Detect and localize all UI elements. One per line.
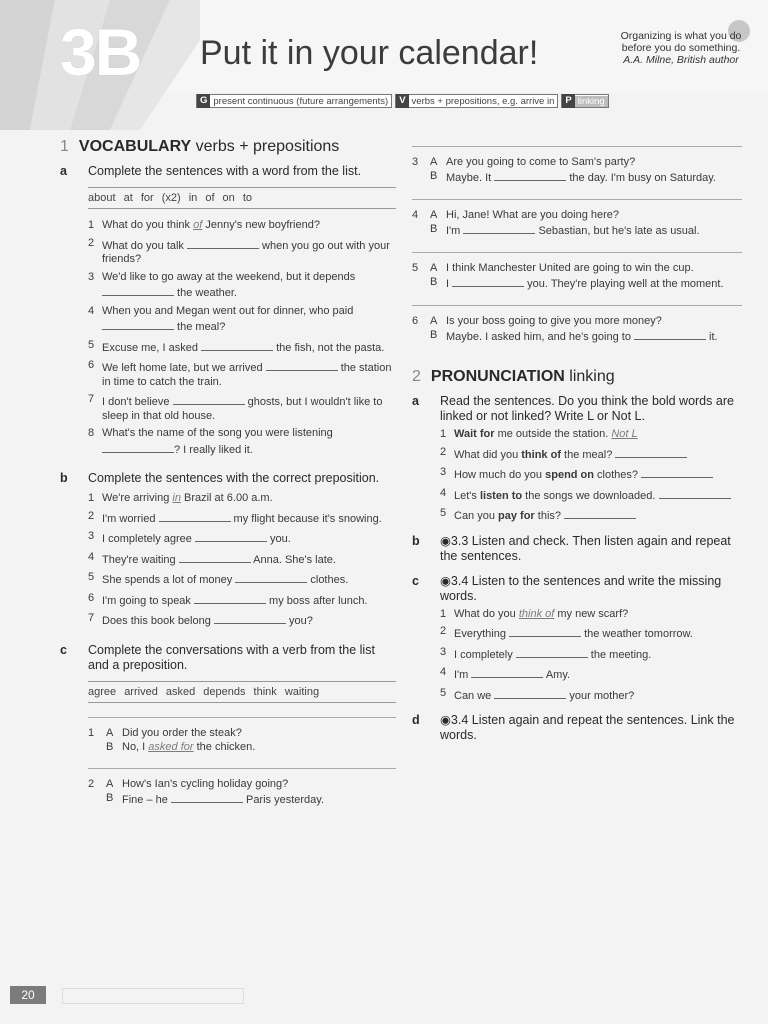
- text-part: Are you going to come to Sam's party?: [446, 156, 636, 168]
- exercise-item: [88, 359, 396, 389]
- item-number: 8: [88, 427, 95, 439]
- text-part: Is your boss going to give you more money?: [446, 315, 662, 327]
- dialog-line: [412, 275, 742, 291]
- answer-blank[interactable]: [187, 237, 259, 249]
- quote-author: A.A. Milne, British author: [623, 54, 739, 66]
- dialog: [412, 305, 742, 348]
- instruction-text: Read the sentences. Do you think the bold words are linked or not linked? Write L or Not L.: [440, 394, 734, 423]
- quote: [606, 30, 756, 66]
- answer-blank[interactable]: [659, 487, 731, 499]
- instruction-2a: a Read the sentences. Do you think the bold words are linked or not linked? Write L or Not L.: [412, 394, 742, 424]
- dialog-line: [412, 261, 742, 275]
- dialog: [412, 199, 742, 242]
- item-text: [102, 612, 396, 629]
- text-part: Brazil at 6.00 a.m.: [180, 492, 273, 504]
- answer-blank[interactable]: [235, 571, 307, 583]
- exercise-item: [88, 551, 396, 568]
- text-part: ? I really liked it.: [174, 443, 253, 456]
- text-part: We left home late, but we arrived: [102, 362, 266, 374]
- text-part: you.: [266, 533, 291, 545]
- answer-blank[interactable]: [615, 446, 687, 458]
- item-text: [454, 487, 742, 504]
- text-part: I'm: [454, 669, 472, 681]
- dialog-number: 4: [412, 209, 419, 221]
- answer-blank[interactable]: [195, 530, 267, 542]
- text-part: I'm worried: [102, 512, 159, 525]
- dialog-text: [122, 791, 396, 807]
- dialog: [412, 252, 742, 295]
- text-part: I think Manchester United are going to win the cup.: [446, 262, 694, 274]
- speaker: B: [430, 223, 438, 235]
- text-part: How much do you: [454, 469, 546, 481]
- item-number: 4: [88, 550, 95, 563]
- text-part: I completely agree: [102, 533, 195, 545]
- dialog-text: [446, 328, 742, 344]
- speaker: A: [430, 262, 438, 274]
- exercise-item: [440, 666, 742, 683]
- item-number: 3: [88, 530, 95, 542]
- text-part: Sebastian, but he's late as usual.: [535, 225, 700, 237]
- dialog: [88, 717, 396, 758]
- text-part: Hi, Jane! What are you doing here?: [446, 209, 620, 221]
- quote-line: before you do something.: [621, 42, 741, 54]
- page-title: Put it in your calendar!: [200, 34, 539, 72]
- answer-blank[interactable]: [201, 339, 273, 351]
- exercise-item: [440, 487, 742, 504]
- text-part: my new scarf?: [554, 607, 629, 620]
- dialog-number: 5: [412, 262, 419, 274]
- exercise-item: [88, 612, 396, 629]
- bold-words: spend on: [545, 469, 594, 481]
- exercise-item: [88, 393, 396, 423]
- item-number: 2: [440, 445, 447, 458]
- word-list-verbs: agree arrived asked depends think waiting: [88, 681, 396, 703]
- text-part: Amy.: [543, 669, 571, 681]
- quote-line: Organizing is what you do: [620, 30, 742, 42]
- answer-blank[interactable]: [452, 275, 524, 287]
- dialog-line: [412, 155, 742, 169]
- text-part: Does this book belong: [102, 615, 214, 627]
- answer-blank[interactable]: [494, 687, 566, 699]
- item-text: [102, 219, 396, 233]
- item-text: [454, 625, 742, 642]
- item-number: 1: [440, 428, 447, 440]
- dialog-line: [412, 328, 742, 344]
- speaker: B: [430, 170, 438, 182]
- exercise-2c-items: [440, 608, 742, 704]
- item-text: [102, 427, 396, 457]
- item-number: 4: [440, 666, 447, 678]
- text-part: I'm: [446, 225, 464, 237]
- tag-pronunciation: P linking: [561, 94, 608, 108]
- answer-blank[interactable]: [463, 222, 535, 234]
- unit-number: 3B: [60, 15, 141, 89]
- text-part: No, I: [122, 740, 149, 753]
- text-part: the chicken.: [193, 740, 256, 753]
- item-text: [102, 393, 396, 423]
- answer-blank[interactable]: [494, 169, 566, 181]
- exercise-item: [440, 646, 742, 663]
- text-part: the meal?: [560, 448, 616, 461]
- speaker: B: [106, 740, 114, 753]
- item-number: 3: [88, 270, 95, 283]
- dialog-line: [412, 208, 742, 222]
- dialog: [412, 146, 742, 189]
- dialog-number: 2: [88, 777, 95, 790]
- item-text: [102, 271, 396, 301]
- dialog-line: [88, 726, 396, 740]
- dialog-text: [446, 261, 742, 275]
- text-part: They're waiting: [102, 553, 179, 566]
- exercise-item: [440, 625, 742, 642]
- answer-blank[interactable]: [179, 551, 251, 563]
- text-part: this?: [534, 510, 565, 522]
- text-part: your mother?: [566, 689, 635, 702]
- right-column: [412, 146, 742, 747]
- item-text: [102, 305, 396, 335]
- item-text: [454, 608, 742, 622]
- section-heading-vocabulary: 1 VOCABULARY verbs + prepositions: [60, 138, 340, 155]
- text-part: the weather tomorrow.: [581, 628, 693, 640]
- text-part: Maybe. I asked him, and he's going to: [446, 331, 634, 343]
- item-text: [454, 446, 742, 463]
- exercise-item: [88, 305, 396, 335]
- exercise-item: [88, 219, 396, 233]
- exercise-item: [88, 592, 396, 609]
- dialog-text: [122, 740, 396, 754]
- instruction-2c: c ◉3.4 Listen to the sentences and write the missing words.: [412, 573, 722, 603]
- sample-answer: asked for: [148, 740, 194, 753]
- item-number: 5: [88, 338, 95, 351]
- text-part: clothes?: [594, 469, 642, 481]
- text-part: Excuse me, I asked: [102, 341, 202, 354]
- text-part: What's the name of the song you were listening: [102, 427, 333, 439]
- dialog-line: [412, 314, 742, 328]
- exercise-item: [440, 507, 742, 524]
- text-part: Everything: [454, 628, 510, 640]
- dialog-text: [446, 275, 742, 291]
- exercise-item: [440, 608, 742, 622]
- exercise-item: [440, 466, 742, 483]
- item-number: 2: [88, 509, 95, 522]
- answer-blank[interactable]: [471, 666, 543, 678]
- text-part: when you go out with your friends?: [102, 239, 390, 265]
- dialog-line: [88, 791, 396, 807]
- text-part: What do you talk: [102, 239, 187, 252]
- answer-blank[interactable]: [266, 359, 338, 371]
- dialog-text: [122, 726, 396, 740]
- dialog-number: [412, 328, 430, 344]
- answer-blank[interactable]: [159, 510, 231, 522]
- text-part: How's Ian's cycling holiday going?: [122, 777, 289, 790]
- text-part: the weather.: [174, 287, 237, 299]
- text-part: my boss after lunch.: [266, 594, 368, 607]
- speaker: A: [430, 209, 438, 221]
- left-column: [60, 138, 396, 821]
- word-list: about at for (x2) in of on to: [88, 187, 396, 209]
- text-part: Let's: [454, 489, 480, 502]
- text-part: Can you: [454, 510, 499, 522]
- tag-grammar: G present continuous (future arrangements): [196, 94, 392, 108]
- sample-answer: in: [172, 492, 181, 504]
- sample-answer: think of: [518, 607, 555, 620]
- text-part: the songs we downloaded.: [522, 489, 659, 502]
- dialog-text: [446, 169, 742, 185]
- exercise-item: [88, 237, 396, 267]
- tag-vocabulary: V verbs + prepositions, e.g. arrive in: [395, 94, 558, 108]
- dialog-text: [122, 777, 396, 791]
- item-number: 3: [440, 645, 447, 658]
- item-text: [102, 571, 396, 588]
- text-part: I don't believe: [102, 396, 173, 408]
- item-number: 5: [440, 686, 447, 699]
- text-part: Fine – he: [122, 793, 171, 806]
- exercise-item: [440, 446, 742, 463]
- text-part: ghosts, but I wouldn't like to sleep in that old house.: [102, 396, 383, 422]
- text-part: We're arriving: [102, 492, 173, 504]
- exercise-1a-items: [88, 219, 396, 457]
- item-number: 1: [88, 492, 95, 504]
- answer-blank[interactable]: [102, 318, 174, 330]
- item-number: 7: [88, 393, 95, 405]
- item-number: 6: [88, 359, 95, 371]
- text-part: Can we: [454, 689, 495, 702]
- text-part: clothes.: [307, 574, 349, 586]
- section-heading-pronunciation: 2 PRONUNCIATION linking: [412, 368, 615, 385]
- text-part: Paris yesterday.: [242, 793, 325, 806]
- answer-blank[interactable]: [634, 328, 706, 340]
- audio-icon[interactable]: ◉: [440, 573, 451, 588]
- dialog-text: [446, 314, 742, 328]
- text-part: I: [446, 278, 453, 290]
- text-part: the meeting.: [587, 648, 652, 661]
- answer-blank[interactable]: [641, 466, 713, 478]
- faded-footer-box: [62, 988, 244, 1004]
- item-number: 7: [88, 612, 95, 624]
- exercise-item: [440, 428, 742, 442]
- dialog-line: [88, 740, 396, 754]
- answer-blank[interactable]: [564, 507, 636, 519]
- instruction-2d: d ◉3.4 Listen again and repeat the sentences. Link the words.: [412, 713, 735, 742]
- exercise-item: [88, 510, 396, 527]
- item-text: [102, 510, 396, 527]
- item-text: [454, 466, 742, 483]
- item-text: [454, 687, 742, 704]
- item-number: 5: [88, 571, 95, 583]
- exercise-item: [88, 530, 396, 547]
- text-part: it.: [706, 331, 718, 343]
- text-part: Jenny's new boyfriend?: [202, 219, 320, 231]
- item-text: [454, 507, 742, 524]
- dialog-number: [412, 275, 430, 291]
- instruction-2b: b ◉3.3 Listen and check. Then listen again and repeat the sentences.: [412, 533, 731, 563]
- audio-icon[interactable]: ◉: [440, 533, 451, 548]
- dialog-number: [412, 169, 430, 185]
- item-number: 6: [88, 591, 95, 604]
- answer-blank[interactable]: [214, 612, 286, 624]
- text-part: When you and Megan went out for dinner, who paid: [102, 304, 354, 317]
- bold-words: pay for: [498, 510, 535, 522]
- answer-blank[interactable]: [516, 646, 588, 658]
- exercise-item: [88, 571, 396, 588]
- text-part: me outside the station.: [494, 428, 612, 440]
- speaker: A: [106, 726, 114, 739]
- dialog-number: 6: [412, 315, 419, 327]
- text-part: We'd like to go away at the weekend, but it depends: [102, 270, 356, 283]
- item-number: 2: [88, 236, 95, 249]
- speaker: B: [430, 276, 438, 288]
- sample-answer: Not L: [611, 428, 638, 440]
- item-number: 2: [440, 625, 447, 637]
- answer-blank[interactable]: [102, 284, 174, 296]
- dialog-text: [446, 222, 742, 238]
- text-part: What did you: [454, 448, 522, 461]
- text-part: Maybe. It: [446, 172, 495, 184]
- text-part: the fish, not the pasta.: [273, 341, 385, 354]
- instruction-b: b Complete the sentences with the correct preposition.: [60, 471, 380, 485]
- text-part: the day. I'm busy on Saturday.: [566, 172, 716, 184]
- dialog-line: [412, 222, 742, 238]
- text-part: the meal?: [174, 321, 226, 333]
- bold-words: think of: [521, 448, 561, 461]
- text-part: Did you order the steak?: [122, 726, 242, 739]
- text-part: Anna. She's late.: [250, 553, 336, 566]
- bold-words: listen to: [479, 489, 523, 502]
- item-text: [102, 592, 396, 609]
- text-part: She spends a lot of money: [102, 574, 236, 586]
- item-number: 3: [440, 466, 447, 478]
- exercise-item: [88, 271, 396, 301]
- item-number: 1: [440, 607, 447, 620]
- item-number: 4: [88, 304, 95, 317]
- answer-blank[interactable]: [194, 592, 266, 604]
- dialog-text: [446, 155, 742, 169]
- audio-icon[interactable]: ◉: [440, 713, 451, 727]
- text-part: What do you think: [102, 219, 194, 231]
- dialog-number: [88, 791, 106, 807]
- text-part: the station in time to catch the train.: [102, 362, 392, 388]
- dialog-number: 1: [88, 726, 95, 739]
- text-part: I completely: [454, 648, 516, 661]
- dialog-number: 3: [412, 156, 419, 168]
- text-part: you?: [285, 615, 313, 627]
- dialog-text: [446, 208, 742, 222]
- item-text: [102, 359, 396, 389]
- sample-answer: of: [193, 219, 203, 231]
- speaker: A: [430, 156, 438, 168]
- item-text: [102, 530, 396, 547]
- item-number: 4: [440, 486, 447, 499]
- text-part: my flight because it's snowing.: [230, 512, 382, 525]
- answer-blank[interactable]: [173, 393, 245, 405]
- answer-blank[interactable]: [509, 625, 581, 637]
- dialog-number: [412, 222, 430, 238]
- bold-words: Wait for: [454, 428, 495, 440]
- item-text: [102, 237, 396, 267]
- instruction-c: c Complete the conversations with a verb from the list and a preposition.: [60, 642, 375, 672]
- dialog-line: [88, 777, 396, 791]
- dialog-number: [88, 740, 106, 754]
- topic-tags: [196, 94, 609, 108]
- exercise-item: [88, 339, 396, 356]
- text-part: What do you: [454, 607, 519, 620]
- item-number: 5: [440, 507, 447, 519]
- item-text: [102, 339, 396, 356]
- instruction-a: a Complete the sentences with a word from the list.: [60, 164, 362, 178]
- dialogs-right: [412, 146, 742, 348]
- answer-blank[interactable]: [102, 441, 174, 453]
- item-text: [454, 666, 742, 683]
- dialogs-left: [60, 717, 396, 811]
- page-number: 20: [10, 986, 46, 1004]
- text-part: you. They're playing well at the moment.: [524, 278, 724, 290]
- item-text: [454, 646, 742, 663]
- answer-blank[interactable]: [171, 791, 243, 803]
- item-text: [102, 551, 396, 568]
- exercise-2a-items: [440, 428, 742, 524]
- item-number: 1: [88, 219, 95, 231]
- dialog-line: [412, 169, 742, 185]
- exercise-1b-items: [88, 492, 396, 629]
- speaker: A: [430, 315, 438, 327]
- text-part: I'm going to speak: [102, 594, 194, 607]
- dialog: [88, 768, 396, 811]
- speaker: A: [106, 777, 114, 790]
- speaker: B: [106, 791, 114, 804]
- exercise-item: [88, 427, 396, 457]
- exercise-item: [88, 492, 396, 506]
- speaker: B: [430, 329, 438, 341]
- item-text: [102, 492, 396, 506]
- item-text: [454, 428, 742, 442]
- exercise-item: [440, 687, 742, 704]
